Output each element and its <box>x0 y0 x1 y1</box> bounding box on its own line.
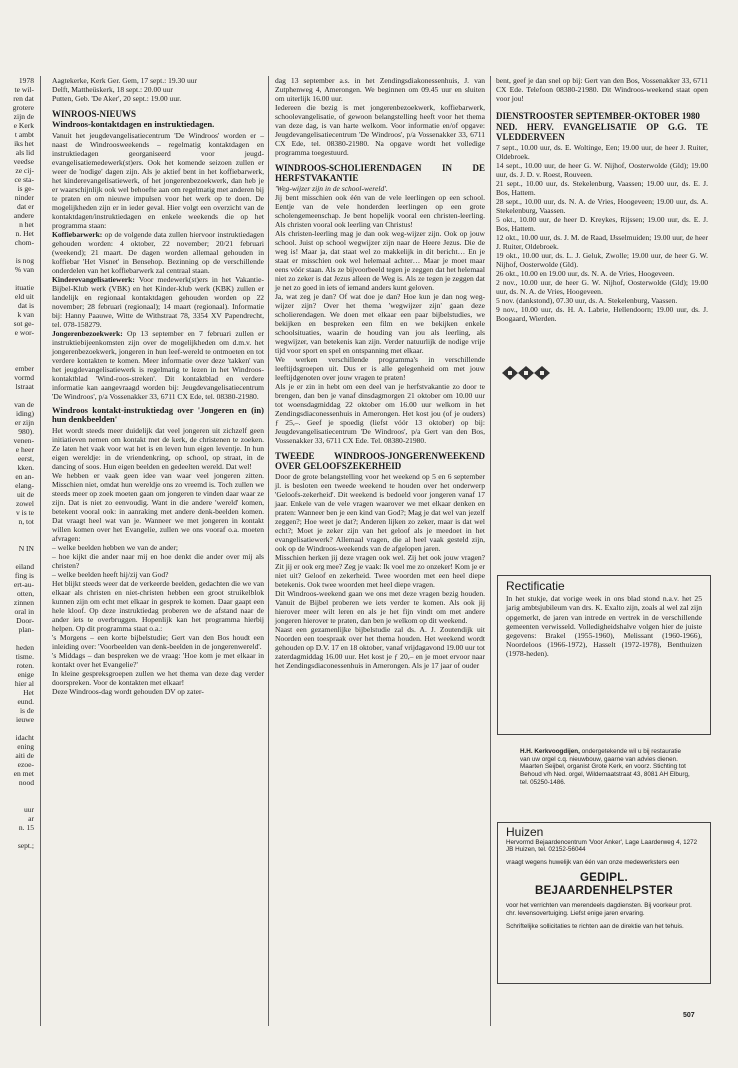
box-title: Rectificatie <box>506 579 565 593</box>
edge-text-line: t ambt <box>14 130 34 139</box>
section-heading: NED. HERV. EVANGELISATIE OP G.G. TE VLEDDERVEEN <box>496 122 708 142</box>
schedule-entry: 12 okt., 10.00 uur, ds. J. M. de Raad, IJsselmuiden; 19.00 uur, de heer J. Ruiter, Oldebroek. <box>496 233 708 251</box>
edge-text-line: te wil- <box>14 85 34 94</box>
edge-text-line: er zijn <box>14 418 34 427</box>
section-heading: TWEEDE WINDROOS-JONGERENWEEKEND OVER GELOOFSZEKERHEID <box>275 451 485 471</box>
edge-text-line: sot ge- <box>13 319 34 328</box>
schedule-entry: 7 sept., 10.00 uur, ds. E. Woltinge, Een; 19.00 uur, de heer J. Ruiter, Oldebroek. <box>496 143 708 161</box>
edge-text-line: ert-au- <box>13 580 34 589</box>
paragraph: Iedereen die bezig is met jongerenbezoekwerk, koffiebarwerk, schoolevangelisatie, of gewoon belangstelling heeft voor het thema van deze dag, is van harte welkom. Voor informatie en/of opgave: Jeugdevangelisatiecentrum 'De Windroos', p/a Vossenakker 33, 6711 CX Ede, tel. 08380-21980. Na opgave wordt het volledige programma toegestuurd. <box>275 103 485 157</box>
edge-text-line: en met <box>13 769 34 778</box>
edge-text-line: kken. <box>17 463 34 472</box>
edge-text-line: iding) <box>15 409 34 418</box>
edge-text-line: is ge- <box>17 184 34 193</box>
edge-text-line: aiti de <box>15 751 34 760</box>
edge-text-line: Het <box>23 688 34 697</box>
edge-text-line <box>0 832 34 841</box>
list-item: – hoe kijkt die ander naar mij en hoe denkt die ander over mij als christen? <box>52 551 264 570</box>
edge-text-line: plan- <box>18 625 34 634</box>
paragraph: Jongerenbezoekwerk: Op 13 september en 7 februari zullen er instruktiebijeenkomsten zijn over de mogelijkheden om d.m.v. het jongerenbezoekwerk, jongeren in hun leef-wereld te ontmoeten en tot verdere kontakten te komen. Meer informatie over deze 'takken' van het jeugdevangelisatiewerk is regelmatig te lezen in het Windroos-kontaktblad 'Wind-roos-streken'. Dit kontaktblad en verdere informatie kan aangevraagd worden bij: Jeugdevangelisatiecentrum 'De Windroos', p/a Vossenakker 33, 6711 CX Ede, tel. 08380-21980. <box>52 328 264 401</box>
edge-text-line <box>0 391 34 400</box>
edge-text-line: ening <box>17 742 34 751</box>
article-heading: Windroos-kontaktdagen en instruktiedagen. <box>52 119 215 129</box>
paragraph: Door de grote belangstelling voor het weekend op 5 en 6 september jl. is besloten een tweede weekend te houden over het onderwerp 'Geloofs-zekerheid'. Dit weekend is bedoeld voor jongeren vanaf 17 jaar. Enkele van de vele vragen waarover we met elkaar denken en praten: Wanneer ben je een kind van God?; Mag je dat wel van jezelf zeggen?; Hoe weet je dat?; Anderen lijken zo zeker, maar is dat wel echt?; Moet je zeker zijn van het geloof als je meedoet in het evangelisatiewerk? Allemaal vragen, die al heel vaak gesteld zijn, ook op de Windroos-weekends van de afgelopen jaren. <box>275 472 485 553</box>
edge-text-line <box>0 553 34 562</box>
edge-text-line: zijn de <box>13 112 34 121</box>
edge-text-line: uur <box>23 805 34 814</box>
edge-text-line: sept.; <box>17 841 34 850</box>
edge-text-line: n het <box>19 220 34 229</box>
page-number: 507 <box>683 1012 695 1019</box>
edge-text-line: is nog <box>15 256 34 265</box>
edge-text-line: en an- <box>15 472 34 481</box>
paragraph: Kinderevangelisatiewerk: Voor medewerk(st)ers in het Vakantie-Bijbel-Klub werk (VBK) en het Kinder-klub werk (KBK) zullen er landelijk en regionaal kontaktdagen gehouden worden op 22 november; 28 februari (regionaal); 14 maart (regionaal). Informatie bij: Hanny Paauwe, Witte de Withstraat 78, 3354 XV Papendrecht, tel. 078-158279. <box>52 274 264 329</box>
box-text: In het stukje, dat vorige week in ons blad stond n.a.v. het 25 jarig ambtsjubileum van drs. K. Exalto zijn, zoals al wel zal zijn opgemerkt, de jaren van intrede en vertrek in de verschillende gemeenten verwisseld. Volledigheidshalve volgen hier de juiste gegevens: Brakel (1955-1960), Melissant (1960-1966), Noordeloos (1966-1972), Hasselt (1972-1978), Benthuizen (1978-heden). <box>506 594 702 659</box>
schedule-entry: 21 sept., 10.00 uur, ds. Stekelenburg, Vaassen; 19.00 uur, ds. E. J. Bos, Hattem. <box>496 179 708 197</box>
edge-text-line <box>0 787 34 796</box>
huizen-job-ad <box>497 822 711 984</box>
lead-in: Jongerenbezoekwerk: <box>52 328 123 338</box>
edge-text-line: hier al <box>14 679 34 688</box>
edge-text-line: tisme. <box>15 652 34 661</box>
edge-text-line: ember <box>15 364 34 373</box>
edge-text-line: e wor- <box>14 328 34 337</box>
edge-text-line: n. Het <box>15 229 34 238</box>
column-rule-2 <box>490 76 491 1026</box>
edge-text-line: eund. <box>17 697 34 706</box>
edge-text-line: chom- <box>14 238 34 247</box>
ad-text: Schriftelijke sollicitaties te richten aan de direktie van het tehuis. <box>506 922 684 930</box>
edge-text-line: 980). <box>18 427 34 436</box>
rectificatie-box <box>497 575 711 735</box>
paragraph: dag 13 september a.s. in het Zendingsdiakonessenhuis, J. van Zutphenweg 4, Amerongen. We beginnen om 09.45 uur en sluiten om uiterlijk 16.00 uur. <box>275 76 485 103</box>
kerkvoogdij-ad: H.H. Kerkvoogdijen, ondergetekende wil u bij restauratie van uw orgel c.q. nieuwbouw, gaarne van advies dienen. Maarten Seijbel, organist Grote Kerk, en voorz. Stichting tot Behoud v/h Ned. orgel, Wildemaatstraat 43, 8081 AH Elburg, tel. 05250-1486. <box>520 748 690 786</box>
paragraph: Naast een gezamenlijke bijbelstudie zal ds. A. J. Zoutendijk uit Noorden een toespraak over het thema houden. Het weekend wordt gehouden op D.V. 17 en 18 oktober, vanaf vrijdagavond 19.00 uur tot zaterdagmiddag 16.00 uur. Het kost je ƒ 20,– en je moet ervoor naar het Zendingsdiaconessenhuis in Amerongen. Als je 17 jaar of ouder <box>275 625 485 670</box>
article-column-2 <box>275 76 485 670</box>
lead-in: Koffiebarwerk: <box>52 229 103 239</box>
edge-text-line: van de <box>14 400 34 409</box>
ad-text: voor het verrichten van merendeels dagdiensten. Bij voorkeur prot. chr. levensovertuiging. Liefst enige jaren ervaring. <box>506 902 692 917</box>
edge-text-line: ren dat <box>13 94 34 103</box>
edge-text-line: elang- <box>15 481 34 490</box>
schedule-entry: 9 nov., 10.00 uur, ds. H. A. Labrie, Hellendoorn; 19.00 uur, ds. J. Boogaard, Wierden. <box>496 305 708 323</box>
edge-text-line: k van <box>17 310 34 319</box>
service-line: Putten, Geb. 'De Aker', 20 sept.: 19.00 uur. <box>52 94 182 103</box>
edge-text-line <box>0 535 34 544</box>
ad-address: Hervormd Bejaardencentrum 'Voor Anker', Lage Laarderweg 4, 1272 JB Huizen, tel. 02152-56044 <box>506 838 698 854</box>
edge-text-line: 1978 <box>18 76 34 85</box>
schedule-entry: 2 nov., 10.00 uur, de heer G. W. Nijhof, Oosterwolde (Gld); 19.00 uur, ds. N. A. de Vries, Hoogeveen. <box>496 278 708 296</box>
edge-text-line: uit de <box>17 490 34 499</box>
column-rule-left <box>40 76 41 1026</box>
paragraph: 's Morgens – een korte bijbelstudie; Gert van den Bos houdt een inleiding over: 'Voorbeelden van denk-beelden in de jongerenwereld'. <box>52 632 264 651</box>
paragraph: Ja, wat zeg je dan? Of wat doe je dan? Hoe kun je dan nog weg-wijzer zijn? Over het thema 'wegwijzer zijn' gaan deze scholierendagen. We doen met elkaar een paar bijbelstudies, we bekijken en bespreken een film en we bekijken enkele schoolsituaties, waarin de houding van jou als leerling, als wegwijzer, van betekenis kan zijn. Verder natuurlijk de nodige vrije tijd voor sport en spel en ontspanning met elkaar. <box>275 292 485 355</box>
edge-text-line: ezoe- <box>17 760 34 769</box>
edge-text-line: zowel <box>15 499 34 508</box>
paragraph: Dit Windroos-weekend gaan we ons met deze vragen bezig houden. Vanuit de Bijbel proberen we iets verder te komen. Als ook jij hierover meer wilt leren en als je het fijn vindt om met andere jongeren hierover te praten, dan ben je welkom op dit weekend. <box>275 589 485 625</box>
edge-text-line <box>0 247 34 256</box>
edge-text-line: lstraat <box>15 382 34 391</box>
edge-text-line <box>0 346 34 355</box>
paragraph: Koffiebarwerk: op de volgende data zullen hiervoor instruktiedagen gehouden worden: 4 oktober, 22 november; 20/21 februari (weekend); 21 maart. De dagen worden allemaal gehouden in koffiebar 'Het Visnet' in Bensehop. Bezinning op de verschillende onderdelen van het koffiebarwerk zal centraal staan. <box>52 229 264 275</box>
edge-text-line: ce sta- <box>14 175 34 184</box>
edge-text-line: heden <box>15 643 34 652</box>
edge-text-line <box>0 274 34 283</box>
edge-text-line: ieuwe <box>15 715 34 724</box>
schedule-entry: 5 okt., 10.00 uur, de heer D. Kreykes, Rijssen; 19.00 uur, ds. E. J. Bos, Hattem. <box>496 215 708 233</box>
paragraph: bent, geef je dan snel op bij: Gert van den Bos, Vossenakker 33, 6711 CX Ede. Telefoon 08380-21980. Dit Windroos-weekend staat open voor jou! <box>496 76 708 103</box>
edge-text-line: idacht <box>15 733 34 742</box>
edge-text-line: als lid <box>15 148 34 157</box>
service-schedule <box>496 143 708 323</box>
edge-text-line: dat er <box>17 202 34 211</box>
section-heading: WINROOS-NIEUWS <box>52 109 137 119</box>
edge-text-line: roten. <box>16 661 34 670</box>
column-rule-1 <box>268 76 269 1026</box>
service-line: Aagtekerke, Kerk Ger. Gem, 17 sept.: 19.30 uur <box>52 76 198 85</box>
edge-text-line: veedse <box>13 157 34 166</box>
article-column-1 <box>52 76 264 696</box>
ad-name: H.H. Kerkvoogdijen, <box>520 748 580 755</box>
schedule-entry: 28 sept., 10.00 uur, ds. N. A. de Vries, Hoogeveen; 19.00 uur, ds. A. Stekelenburg, Vaassen. <box>496 197 708 215</box>
schedule-entry: 5 nov. (dankstond), 07.30 uur, ds. A. Stekelenburg, Vaassen. <box>496 296 678 305</box>
edge-text-line: nood <box>18 778 34 787</box>
paragraph: Als christen-leerling mag je dan ook weg-wijzer zijn. Ook op jouw school. Juist op school wegwijzer zijn naar de Heere Jezus. Die de weg is! Maar ja, dat staat wel zo makkelijk in dit bericht… En je staat er misschien ook wel helemaal achter… Maar je moet maar eens vóór staan. Als ze bijvoorbeeld tegen je zeggen dat het helemaal niet zo zeker is dat Jezus alleen de Weg is. Als ze tegen je zeggen dat je net zo goed in iets of iemand anders kunt geloven. <box>275 229 485 292</box>
edge-text-line: n. 15 <box>18 823 34 832</box>
paragraph: Vanuit het jeugdevangelisatiecentrum 'De Windroos' worden er – naast de Windroosweekends – regelmatig kontaktdagen en instruktiedagen georganiseerd voor jeugd-evangelisatiemedewerk(st)ers. Ook het komende seizoen zullen er weer de 'nodige' dagen zijn. Als je aktief bent in het koffiebarwerk, het kinderevangelisatiewerk, of het jongerenbezoekwerk, dan heb je er waarschijnlijk ook wel behoefte aan om regelmatig met anderen bij te praten en om nieuwe impulsen voor het werk op te doen. De mogelijkheden zijn er in ieder geval. Hier volgt een overzicht van de kontaktdagen/instruktiedagen en enkele weekends die op het programma staan: <box>52 130 264 230</box>
edge-text-line: ninder <box>14 193 34 202</box>
edge-text-line: iks het <box>14 139 34 148</box>
edge-text-line: vormd <box>14 373 34 382</box>
edge-text-line <box>0 724 34 733</box>
edge-text-line: is de <box>19 706 34 715</box>
edge-text-line <box>0 355 34 364</box>
lead-in: Kinderevangelisatiewerk: <box>52 274 135 284</box>
edge-text-line: ar <box>28 814 34 823</box>
paragraph: Het wordt steeds meer duidelijk dat veel jongeren uit zichzelf geen initiatieven nemen om kontakt met de kerk, de christenen te zoeken. Ze laten het vaak voor wat het is en leven hun eigen leventje. In hun eigen wereldje: in de vriendenkring, op school, op straat, in de dancing of soos. Hun eigen beelden en gedeelten wereld. Dat wel! <box>52 425 264 471</box>
paragraph: Jij bent misschien ook één van de vele leerlingen op een school. Eentje van de vele honderden leerlingen op een grote scholengemeenschap. Je bent hopelijk vooral een christen-leerling. Als christen vooral ook leerling van Christus! <box>275 193 485 229</box>
edge-text-line: fing is <box>14 571 34 580</box>
edge-text-line: % van <box>14 265 34 274</box>
list-item: – welke beelden hebben we van de ander; <box>52 542 178 552</box>
paragraph: In kleine gespreksgroepen zullen we het thema van deze dag verder doorspreken. Voor de kontakten met elkaar! <box>52 668 264 687</box>
edge-text-line <box>0 526 34 535</box>
list-item: – welke beelden heeft hij/zij van God? <box>52 569 169 579</box>
edge-text-line <box>0 634 34 643</box>
edge-text-line: ze cij- <box>15 166 34 175</box>
edge-text-line <box>0 796 34 805</box>
service-line: Delft, Mattheüskerk, 18 sept.: 20.00 uur <box>52 85 173 94</box>
paragraph: Het blijkt steeds weer dat de verkeerde beelden, gedachten die we van elkaar als christen en niet-christen hebben een groot struikelblok kunnen zijn om echt met elkaar in gesprek te komen. Daar gaapt een hele kloof. Op deze instruktiedag proberen we de afstand naar de ander iets te overbruggen. Hopenlijk kan het programma hierbij helpen. Op dit programma staat o.a.: <box>52 578 264 633</box>
schedule-entry: 14 sept., 10.00 uur, de heer G. W. Nijhof, Oosterwolde (Gld); 19.00 uur, ds. J. D. v. Roest, Rouveen. <box>496 161 708 179</box>
paragraph: We hebben er vaak geen idee van waar veel jongeren zitten. Misschien niet, omdat hun wereldje ons zo vreemd is. Toch zullen we steeds meer op zoek moeten gaan om jongeren te vinden daar waar ze zijn. Dat is niet zo eenvoudig. Want in die andere 'wereld' komen, betekent vooral ook: in aanraking met andere denk-beelden komen. Dat vraagt heel wat van je. Wanneer we met jongeren in kontakt willen komen over het Evangelie, zullen we ons vooraf o.a. moeten afvragen: <box>52 470 264 543</box>
left-edge-cropped-column <box>0 76 34 850</box>
edge-text-line: zinnen <box>13 598 34 607</box>
section-heading: DIENSTROOSTER SEPTEMBER-OKTOBER 1980 <box>496 111 700 121</box>
paragraph: 's Middags – dan bespreken we de vraag: 'Hoe kom je met elkaar in kontakt over het Evangelie?' <box>52 650 264 669</box>
edge-text-line: dat is <box>17 301 34 310</box>
edge-text-line: Door- <box>16 616 34 625</box>
edge-text-line: ituatie <box>15 283 34 292</box>
job-title: GEDIPL. BEJAARDENHELPSTER <box>534 872 673 898</box>
paragraph: We werken verschillende programma's in verschillende leeftijdsgroepen uit. Dus er is alle gelegenheid om met jouw leeftijdgenoten over jouw vragen te praten! <box>275 355 485 382</box>
edge-text-line: n, tot <box>18 517 34 526</box>
edge-text-line: e heer <box>15 445 34 454</box>
box-title: Huizen <box>506 825 544 839</box>
edge-text-line <box>0 337 34 346</box>
edge-text-line: enige <box>17 670 34 679</box>
edge-text-line: grotere <box>12 103 34 112</box>
edge-text-line: v is te <box>15 508 34 517</box>
paragraph: Als je er zin in hebt om een deel van je herfstvakantie zo door te brengen, dan ben je vanaf dinsdagmorgen 21 oktober om 10.00 uur tot woensdagmiddag 22 oktober om 16.00 uur welkom in het Zendingsdiaconessenhuis in Amerongen. Het kost jou (of je ouders) ƒ 25,–. Geef je spoedig (liefst vóór 13 oktober) op bij: Jeugdevangelisatiecentrum 'De Windroos', p/a Gert van den Bos, Vossenakker 33, 6711 CX Ede. Tel. 08380-21980. <box>275 382 485 445</box>
paragraph: Misschien herken jij deze vragen ook wel. Zij het ook jouw vragen? Zit jij er ook erg mee? Zeg je vaak: Ik voel me zo onzeker! Kom je er niet uit? Geloof en zekerheid. Twee woorden met een heel diepe betekenis. Ook twee woorden met heel diepe vragen. <box>275 553 485 589</box>
edge-text-line: eld uit <box>14 292 34 301</box>
edge-text-line: venen- <box>13 436 34 445</box>
schedule-entry: 26 okt., 10.00 en 19.00 uur, ds. N. A. de Vries, Hoogeveen. <box>496 269 675 278</box>
edge-text-line: e Kerk <box>13 121 34 130</box>
edge-text-line: otten, <box>17 589 34 598</box>
schedule-entry: 19 okt., 10.00 uur, ds. L. J. Geluk, Zwolle; 19.00 uur, de heer G. W. Nijhof, Oosterwolde (Gld). <box>496 251 708 269</box>
edge-text-line: eerst, <box>17 454 34 463</box>
edge-text-line: eiland <box>15 562 34 571</box>
paragraph: Deze Windroos-dag wordt gehouden DV op zater- <box>52 686 204 696</box>
edge-text-line: andere <box>13 211 34 220</box>
edge-text-line: N IN <box>18 544 34 553</box>
subtitle: 'Weg-wijzer zijn in de school-wereld'. <box>275 184 388 193</box>
article-heading: Windroos kontakt-instruktiedag over 'Jongeren en (in) hun denkbeelden' <box>52 404 264 425</box>
edge-text-line: oral in <box>14 607 34 616</box>
ornament-icon <box>496 363 556 383</box>
ad-text: vraagt wegens huwelijk van één van onze medewerksters een <box>506 858 680 866</box>
article-column-3 <box>496 76 708 385</box>
section-heading: WINDROOS-SCHOLIERENDAGEN IN DE HERFSTVAKANTIE <box>275 163 485 183</box>
